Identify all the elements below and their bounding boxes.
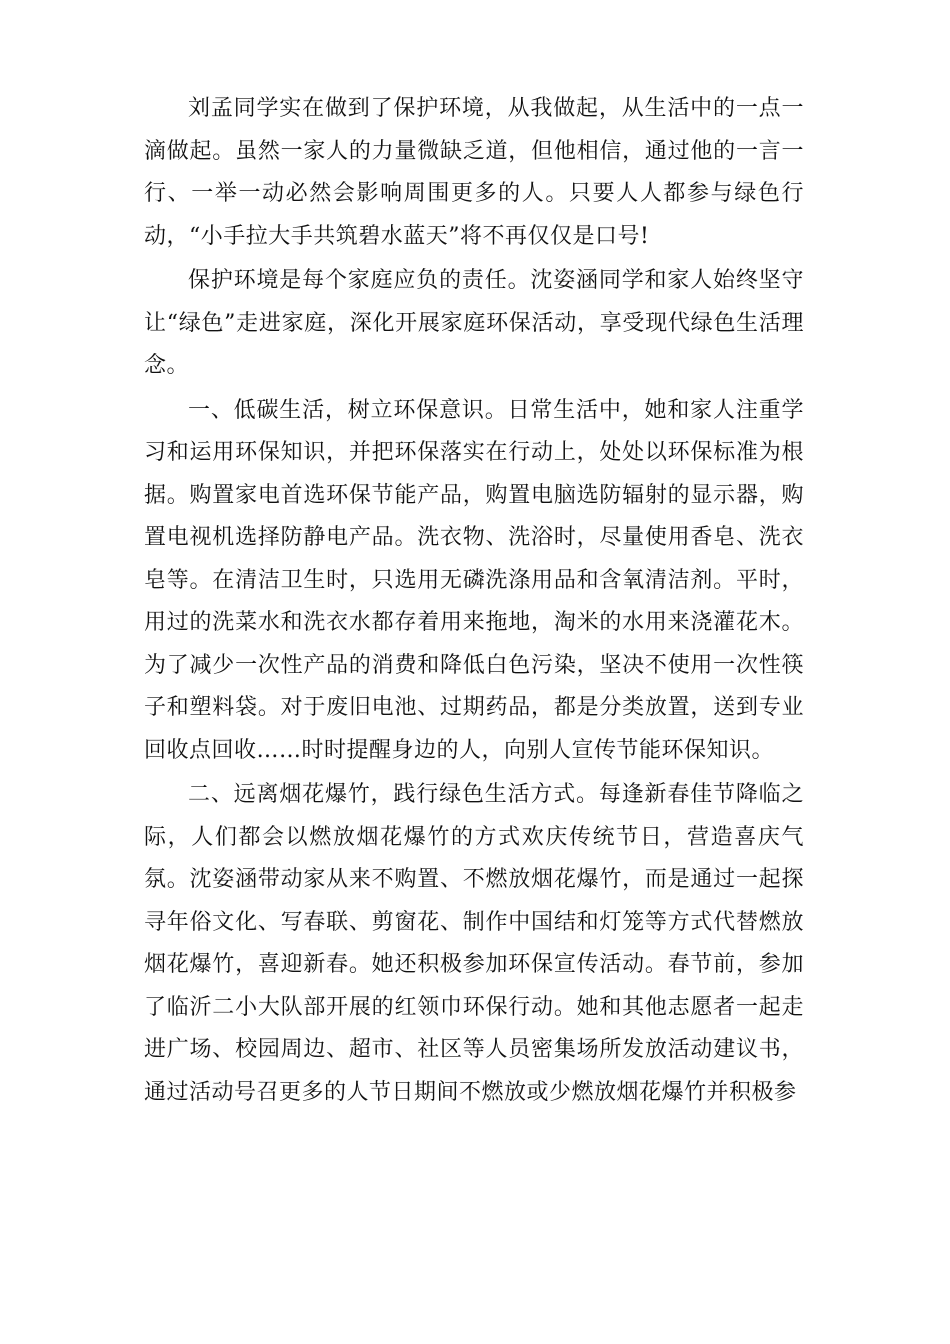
paragraph-1: 刘孟同学实在做到了保护环境，从我做起，从生活中的一点一滴做起。虽然一家人的力量微缺乏道，但他相信，通过他的一言一行、一举一动必然会影响周围更多的人。只要人人都参与绿色行动，“小手拉大手共筑碧水蓝天”将不再仅仅是口号! bbox=[144, 96, 804, 249]
document-body bbox=[144, 88, 804, 1114]
paragraph-3: 一、低碳生活，树立环保意识。日常生活中，她和家人注重学习和运用环保知识，并把环保落实在行动上，处处以环保标准为根据。购置家电首选环保节能产品，购置电脑选防辐射的显示器，购置电视机选择防静电产品。洗衣物、洗浴时，尽量使用香皂、洗衣皂等。在清洁卫生时，只选用无磷洗涤用品和含氧清洁剂。平时，用过的洗菜水和洗衣水都存着用来拖地，淘米的水用来浇灌花木。为了减少一次性产品的消费和降低白色污染，坚决不使用一次性筷子和塑料袋。对于废旧电池、过期药品，都是分类放置，送到专业回收点回收……时时提醒身边的人，向别人宣传节能环保知识。 bbox=[144, 397, 804, 763]
paragraph-2: 保护环境是每个家庭应负的责任。沈姿涵同学和家人始终坚守让“绿色”走进家庭，深化开展家庭环保活动，享受现代绿色生活理念。 bbox=[144, 268, 804, 378]
paragraph-4: 二、远离烟花爆竹，践行绿色生活方式。每逢新春佳节降临之际，人们都会以燃放烟花爆竹的方式欢庆传统节日，营造喜庆气氛。沈姿涵带动家从来不购置、不燃放烟花爆竹，而是通过一起探寻年俗文化、写春联、剪窗花、制作中国结和灯笼等方式代替燃放烟花爆竹，喜迎新春。她还积极参加环保宣传活动。春节前，参加了临沂二小大队部开展的红领巾环保行动。她和其他志愿者一起走进广场、校园周边、超市、社区等人员密集场所发放活动建议书，通过活动号召更多的人节日期间不燃放或少燃放烟花爆竹并积极参 bbox=[144, 782, 804, 1105]
